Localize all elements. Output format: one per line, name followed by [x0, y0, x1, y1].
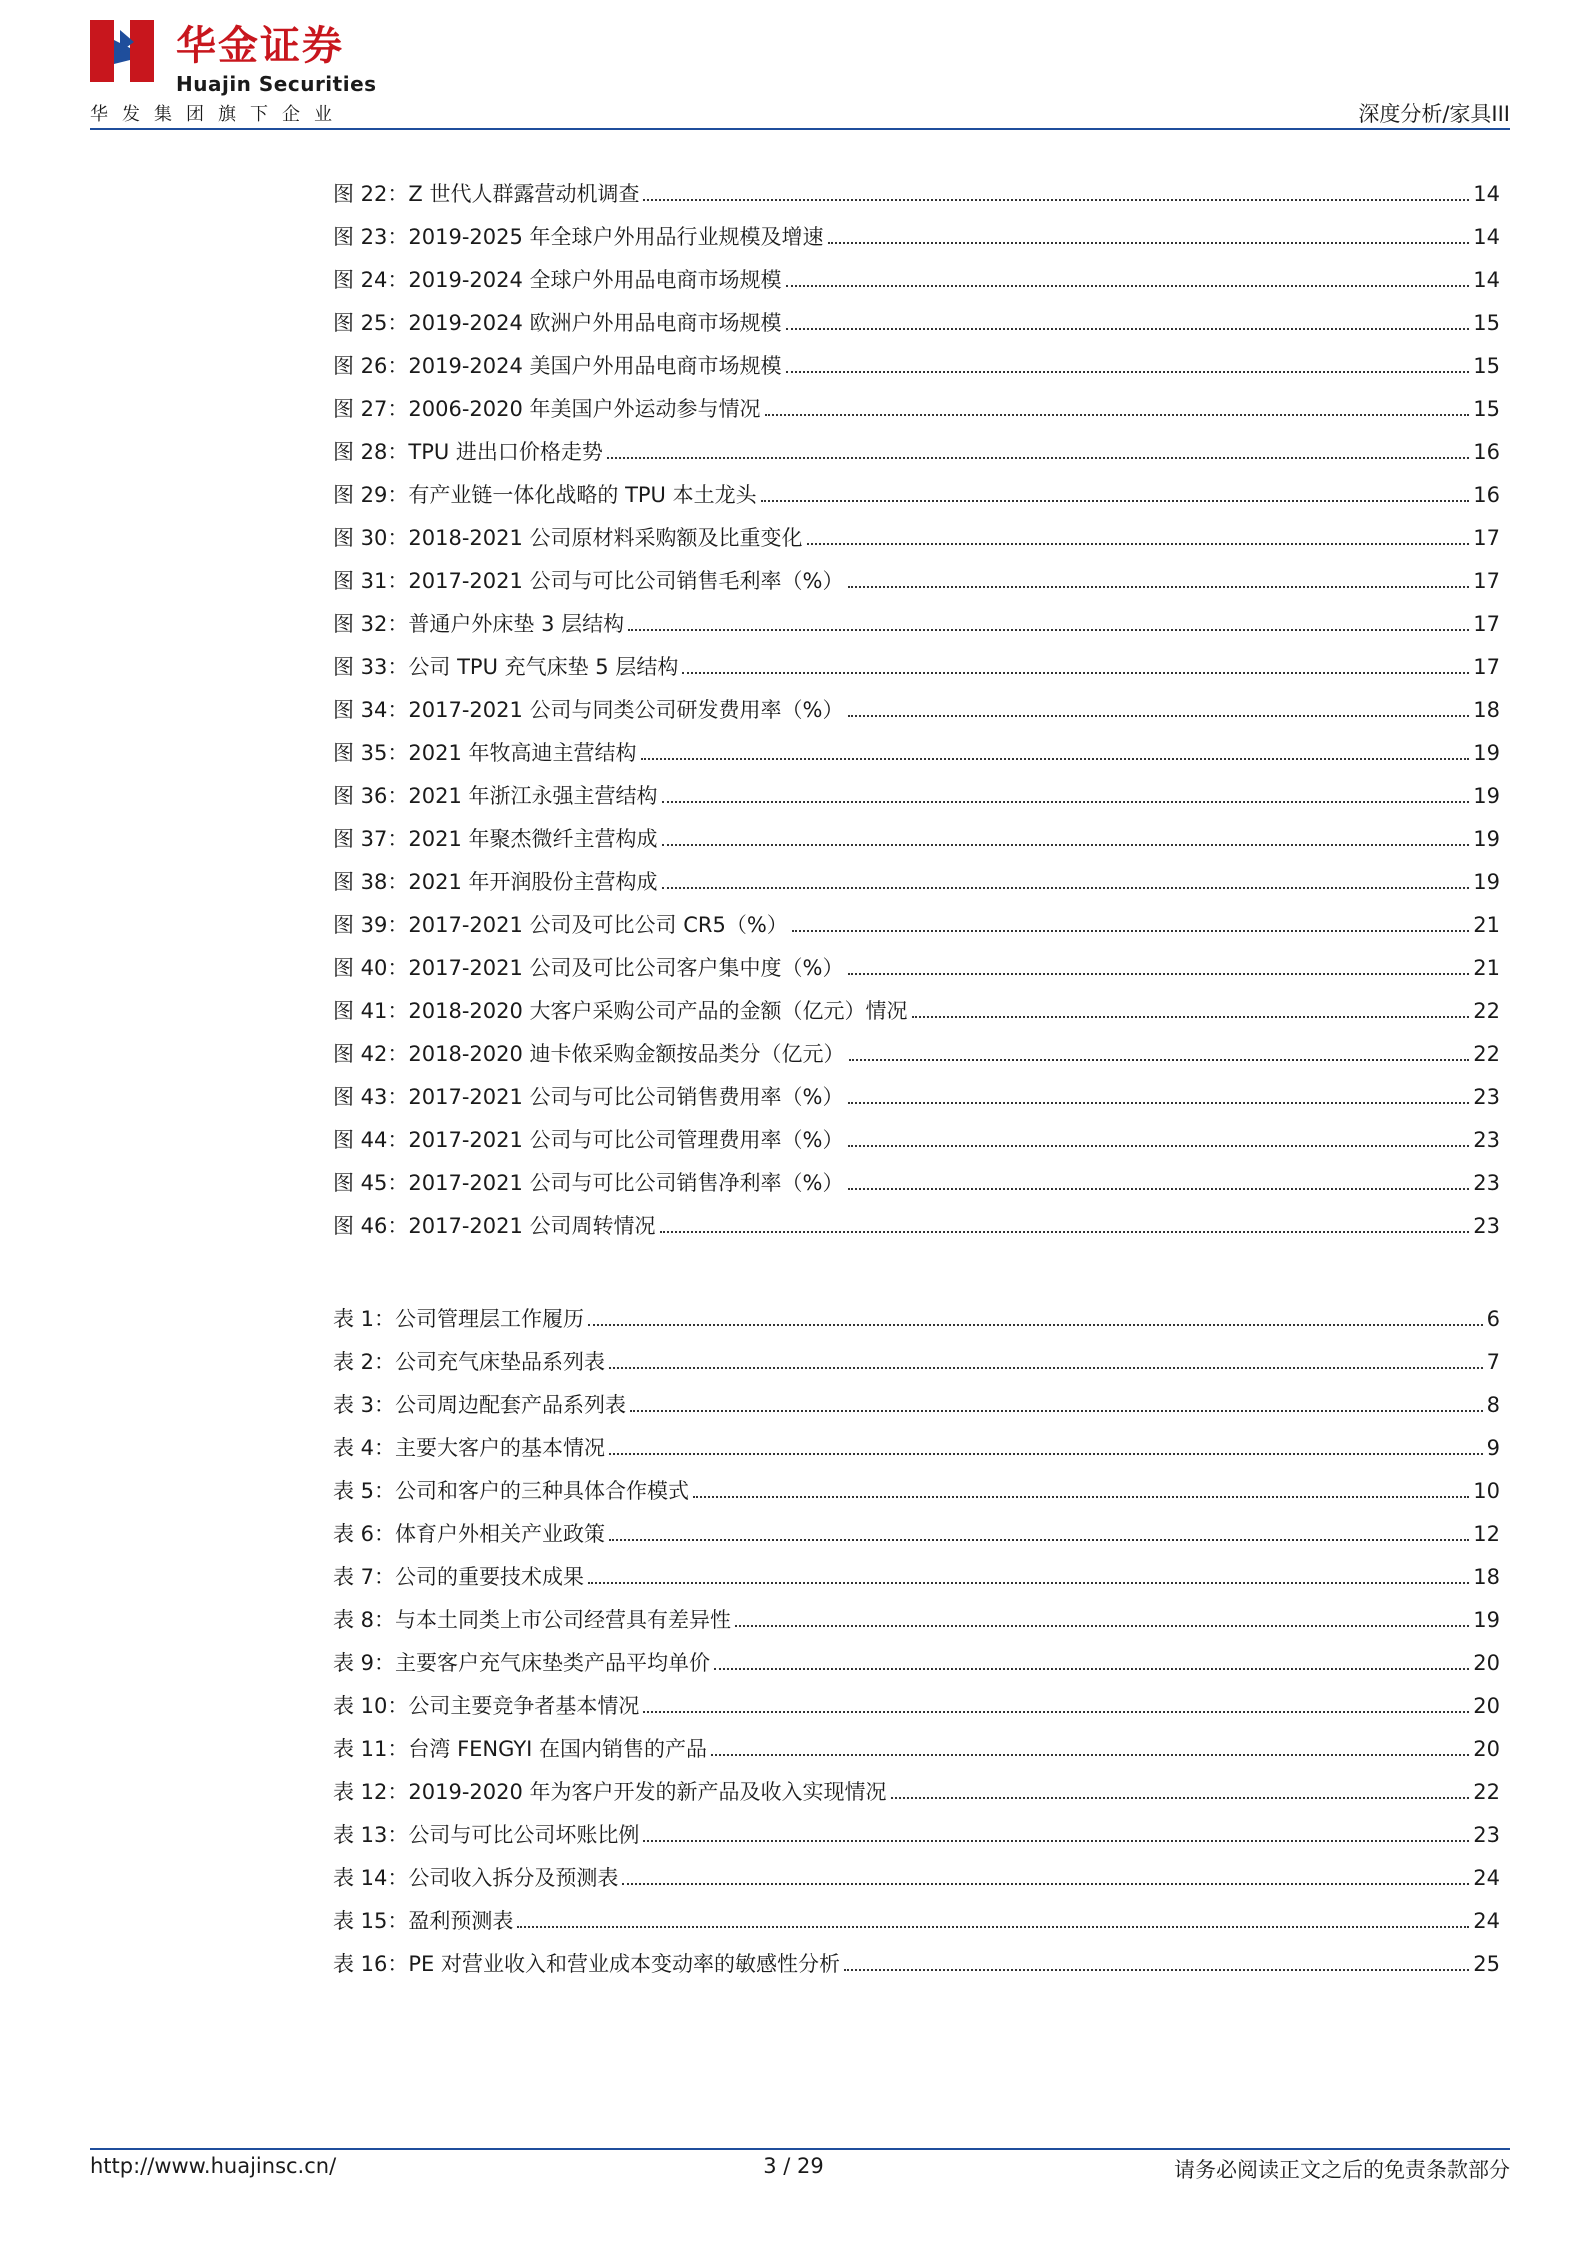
toc-entry-page: 25 [1473, 1952, 1500, 1976]
toc-entry-title: 表 9：主要客户充气床垫类产品平均单价 [333, 1651, 711, 1675]
table-toc-row[interactable] [333, 1691, 1500, 1721]
dot-leader [848, 1188, 1470, 1190]
toc-entry-page: 18 [1473, 698, 1500, 722]
table-toc-row[interactable] [333, 1949, 1500, 1979]
toc-entry-title: 表 2：公司充气床垫品系列表 [333, 1350, 606, 1374]
toc-entry-page: 15 [1473, 397, 1500, 421]
dot-leader [660, 1231, 1470, 1233]
dot-leader [662, 801, 1470, 803]
toc-entry-title: 表 15：盈利预测表 [333, 1909, 514, 1933]
brand-name-cn: 华金证券 [176, 23, 344, 69]
figure-toc-row[interactable] [333, 996, 1500, 1026]
toc-entry-page: 15 [1473, 311, 1500, 335]
toc-entry-title: 图 26：2019-2024 美国户外用品电商市场规模 [333, 354, 782, 378]
toc-entry-title: 表 11：台湾 FENGYI 在国内销售的产品 [333, 1737, 708, 1761]
dot-leader [848, 715, 1470, 717]
toc-entry-page: 23 [1473, 1214, 1500, 1238]
toc-entry-title: 图 25：2019-2024 欧洲户外用品电商市场规模 [333, 311, 782, 335]
toc-entry-page: 23 [1473, 1171, 1500, 1195]
toc-entry-page: 19 [1473, 784, 1500, 808]
toc-entry-title: 图 22：Z 世代人群露营动机调查 [333, 182, 640, 206]
dot-leader [807, 543, 1470, 545]
toc-entry-title: 表 12：2019-2020 年为客户开发的新产品及收入实现情况 [333, 1780, 887, 1804]
table-toc-row[interactable] [333, 1906, 1500, 1936]
table-toc-row[interactable] [333, 1476, 1500, 1506]
dot-leader [630, 1410, 1483, 1412]
dot-leader [912, 1016, 1470, 1018]
toc-entry-title: 图 30：2018-2021 公司原材料采购额及比重变化 [333, 526, 803, 550]
toc-entry-title: 图 32：普通户外床垫 3 层结构 [333, 612, 625, 636]
toc-entry-page: 23 [1473, 1823, 1500, 1847]
toc-entry-title: 表 16：PE 对营业收入和营业成本变动率的敏感性分析 [333, 1952, 841, 1976]
figure-toc-row[interactable] [333, 351, 1500, 381]
table-toc-row[interactable] [333, 1863, 1500, 1893]
toc-entry-page: 20 [1473, 1694, 1500, 1718]
toc-entry-title: 表 7：公司的重要技术成果 [333, 1565, 585, 1589]
toc-entry-title: 图 33：公司 TPU 充气床垫 5 层结构 [333, 655, 679, 679]
table-toc-row[interactable] [333, 1390, 1500, 1420]
figure-toc-row[interactable] [333, 222, 1500, 252]
toc-entry-title: 图 45：2017-2021 公司与可比公司销售净利率（%） [333, 1171, 844, 1195]
dot-leader [643, 1840, 1469, 1842]
toc-entry-title: 图 38：2021 年开润股份主营构成 [333, 870, 658, 894]
figure-toc-row[interactable] [333, 523, 1500, 553]
table-toc-row[interactable] [333, 1648, 1500, 1678]
toc-entry-title: 表 10：公司主要竞争者基本情况 [333, 1694, 640, 1718]
toc-entry-title: 表 13：公司与可比公司坏账比例 [333, 1823, 640, 1847]
toc-entry-title: 表 3：公司周边配套产品系列表 [333, 1393, 627, 1417]
toc-entry-title: 表 6：体育户外相关产业政策 [333, 1522, 606, 1546]
dot-leader [848, 973, 1470, 975]
toc-entry-title: 图 27：2006-2020 年美国户外运动参与情况 [333, 397, 761, 421]
toc-entry-page: 14 [1473, 182, 1500, 206]
toc-entry-title: 图 23：2019-2025 年全球户外用品行业规模及增速 [333, 225, 824, 249]
toc-entry-page: 19 [1473, 827, 1500, 851]
dot-leader [891, 1797, 1470, 1799]
figure-toc-row[interactable] [333, 953, 1500, 983]
dot-leader [848, 1102, 1470, 1104]
dot-leader [848, 1145, 1470, 1147]
toc-entry-title: 图 41：2018-2020 大客户采购公司产品的金额（亿元）情况 [333, 999, 908, 1023]
toc-entry-title: 图 37：2021 年聚杰微纤主营构成 [333, 827, 658, 851]
huajin-logo-icon [90, 20, 154, 82]
toc-entry-title: 图 35：2021 年牧高迪主营结构 [333, 741, 637, 765]
figure-toc-row[interactable] [333, 265, 1500, 295]
toc-entry-page: 21 [1473, 913, 1500, 937]
toc-entry-title: 图 24：2019-2024 全球户外用品电商市场规模 [333, 268, 782, 292]
toc-entry-title: 图 40：2017-2021 公司及可比公司客户集中度（%） [333, 956, 844, 980]
toc-entry-page: 22 [1473, 1042, 1500, 1066]
figure-toc-row[interactable] [333, 394, 1500, 424]
page-number: 3 / 29 [763, 2154, 824, 2178]
table-toc-row[interactable] [333, 1562, 1500, 1592]
figure-toc-row[interactable] [333, 867, 1500, 897]
footer-url-link[interactable]: http://www.huajinsc.cn/ [90, 2154, 337, 2178]
figure-toc-row[interactable] [333, 437, 1500, 467]
toc-entry-page: 24 [1473, 1866, 1500, 1890]
toc-entry-page: 22 [1473, 1780, 1500, 1804]
toc-entry-title: 图 39：2017-2021 公司及可比公司 CR5（%） [333, 913, 788, 937]
dot-leader [622, 1883, 1469, 1885]
toc-entry-page: 8 [1486, 1393, 1500, 1417]
table-toc-row[interactable] [333, 1347, 1500, 1377]
figure-toc-row[interactable] [333, 824, 1500, 854]
toc-entry-page: 23 [1473, 1085, 1500, 1109]
dot-leader [588, 1582, 1469, 1584]
figure-toc-row[interactable] [333, 738, 1500, 768]
toc-entry-page: 17 [1473, 569, 1500, 593]
toc-entry-title: 表 8：与本土同类上市公司经营具有差异性 [333, 1608, 732, 1632]
report-section-label: 深度分析/家具III [1358, 102, 1510, 126]
toc-entry-title: 图 28：TPU 进出口价格走势 [333, 440, 603, 464]
toc-entry-page: 23 [1473, 1128, 1500, 1152]
brand-name-en: Huajin Securities [176, 72, 377, 96]
table-toc-row[interactable] [333, 1734, 1500, 1764]
toc-entry-page: 19 [1473, 1608, 1500, 1632]
dot-leader [711, 1754, 1469, 1756]
toc-entry-title: 图 34：2017-2021 公司与同类公司研发费用率（%） [333, 698, 844, 722]
toc-entry-title: 表 4：主要大客户的基本情况 [333, 1436, 606, 1460]
toc-entry-page: 10 [1473, 1479, 1500, 1503]
toc-entry-page: 19 [1473, 741, 1500, 765]
dot-leader [848, 586, 1470, 588]
page-header [90, 18, 1510, 128]
figure-toc-row[interactable] [333, 781, 1500, 811]
dot-leader [662, 887, 1470, 889]
figure-toc-row[interactable] [333, 609, 1500, 639]
table-toc-row[interactable] [333, 1519, 1500, 1549]
toc-entry-page: 24 [1473, 1909, 1500, 1933]
toc-entry-page: 16 [1473, 440, 1500, 464]
toc-entry-page: 15 [1473, 354, 1500, 378]
dot-leader [643, 199, 1469, 201]
dot-leader [849, 1059, 1470, 1061]
dot-leader [517, 1926, 1469, 1928]
figure-toc-row[interactable] [333, 1082, 1500, 1112]
dot-leader [786, 285, 1470, 287]
figure-toc-row[interactable] [333, 1168, 1500, 1198]
figure-toc-row[interactable] [333, 1125, 1500, 1155]
toc-entry-title: 图 29：有产业链一体化战略的 TPU 本土龙头 [333, 483, 757, 507]
dot-leader [607, 457, 1469, 459]
figure-toc-row[interactable] [333, 695, 1500, 725]
disclaimer-note: 请务必阅读正文之后的免责条款部分 [1174, 2158, 1510, 2182]
toc-entry-title: 图 43：2017-2021 公司与可比公司销售费用率（%） [333, 1085, 844, 1109]
toc-entry-page: 12 [1473, 1522, 1500, 1546]
toc-entry-title: 图 42：2018-2020 迪卡侬采购金额按品类分（亿元） [333, 1042, 845, 1066]
header-divider [90, 128, 1510, 130]
dot-leader [693, 1496, 1469, 1498]
toc-entry-page: 6 [1486, 1307, 1500, 1331]
toc-entry-page: 17 [1473, 612, 1500, 636]
toc-entry-page: 14 [1473, 225, 1500, 249]
dot-leader [609, 1539, 1469, 1541]
toc-entry-page: 20 [1473, 1737, 1500, 1761]
dot-leader [735, 1625, 1469, 1627]
dot-leader [628, 629, 1469, 631]
figure-toc-row[interactable] [333, 910, 1500, 940]
dot-leader [844, 1969, 1469, 1971]
dot-leader [641, 758, 1470, 760]
toc-entry-page: 19 [1473, 870, 1500, 894]
toc-entry-title: 图 36：2021 年浙江永强主营结构 [333, 784, 658, 808]
footer-divider [90, 2148, 1510, 2150]
toc-entry-page: 18 [1473, 1565, 1500, 1589]
dot-leader [609, 1453, 1483, 1455]
dot-leader [609, 1367, 1483, 1369]
toc-entry-page: 16 [1473, 483, 1500, 507]
toc-entry-title: 表 5：公司和客户的三种具体合作模式 [333, 1479, 690, 1503]
table-toc-row[interactable] [333, 1433, 1500, 1463]
dot-leader [761, 500, 1470, 502]
dot-leader [786, 371, 1470, 373]
dot-leader [588, 1324, 1483, 1326]
toc-entry-page: 21 [1473, 956, 1500, 980]
dot-leader [682, 672, 1469, 674]
toc-entry-title: 图 44：2017-2021 公司与可比公司管理费用率（%） [333, 1128, 844, 1152]
toc-entry-page: 22 [1473, 999, 1500, 1023]
toc-entry-title: 图 31：2017-2021 公司与可比公司销售毛利率（%） [333, 569, 844, 593]
table-toc-row[interactable] [333, 1605, 1500, 1635]
toc-entry-title: 表 1：公司管理层工作履历 [333, 1307, 585, 1331]
dot-leader [662, 844, 1470, 846]
toc-entry-title: 图 46：2017-2021 公司周转情况 [333, 1214, 656, 1238]
figure-toc-row[interactable] [333, 566, 1500, 596]
figure-toc-row[interactable] [333, 308, 1500, 338]
toc-entry-page: 17 [1473, 526, 1500, 550]
toc-entry-title: 表 14：公司收入拆分及预测表 [333, 1866, 619, 1890]
figure-toc-row[interactable] [333, 652, 1500, 682]
figure-toc-row[interactable] [333, 1211, 1500, 1241]
brand-tagline: 华发集团旗下企业 [90, 104, 346, 125]
toc-entry-page: 20 [1473, 1651, 1500, 1675]
dot-leader [792, 930, 1469, 932]
dot-leader [765, 414, 1470, 416]
figure-toc-row[interactable] [333, 179, 1500, 209]
dot-leader [714, 1668, 1469, 1670]
dot-leader [786, 328, 1470, 330]
toc-entry-page: 7 [1486, 1350, 1500, 1374]
table-toc-row[interactable] [333, 1304, 1500, 1334]
figure-toc-row[interactable] [333, 1039, 1500, 1069]
table-toc-row[interactable] [333, 1777, 1500, 1807]
toc-entry-page: 9 [1486, 1436, 1500, 1460]
dot-leader [643, 1711, 1469, 1713]
toc-entry-page: 14 [1473, 268, 1500, 292]
table-toc-row[interactable] [333, 1820, 1500, 1850]
toc-entry-page: 17 [1473, 655, 1500, 679]
figure-toc-row[interactable] [333, 480, 1500, 510]
dot-leader [828, 242, 1470, 244]
